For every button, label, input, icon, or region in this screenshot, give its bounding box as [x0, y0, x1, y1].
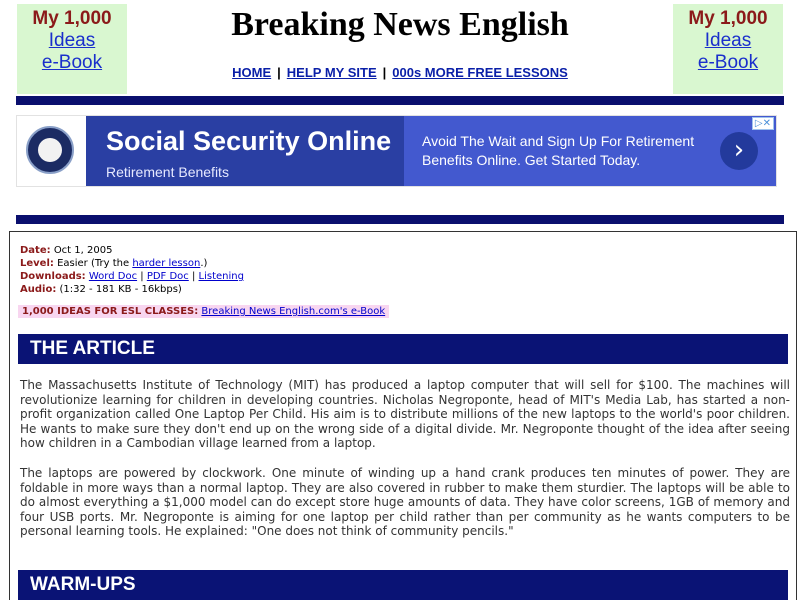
promo-right-line2[interactable]: Ideas — [704, 30, 752, 51]
ad-headline: Social Security Online — [106, 126, 392, 156]
nav-help-link[interactable]: HELP MY SITE — [286, 65, 377, 80]
promo-right-line1: My 1,000 — [688, 8, 768, 29]
top-nav — [0, 65, 800, 80]
article-heading: THE ARTICLE — [18, 334, 788, 364]
nav-home-link[interactable]: HOME — [232, 65, 272, 80]
lesson-content — [9, 231, 797, 600]
meta-audio: Audio: (1:32 - 181 KB - 16kbps) — [20, 284, 182, 295]
meta-level: Level: Easier (Try the harder lesson.) — [20, 258, 208, 269]
nav-more-lessons-link[interactable]: 000s MORE FREE LESSONS — [392, 65, 568, 80]
ad-body-text: Avoid The Wait and Sign Up For Retirement Benefits Online. Get Started Today. — [422, 133, 695, 168]
download-listening-link[interactable]: Listening — [198, 271, 244, 282]
ad-logo — [17, 116, 85, 186]
adchoices-icon[interactable]: ▷✕ — [752, 117, 774, 130]
ad-body-panel[interactable] — [404, 116, 776, 186]
download-word-link[interactable]: Word Doc — [88, 271, 138, 282]
promo-left-line2[interactable]: Ideas — [48, 30, 96, 51]
ad-banner[interactable] — [16, 115, 777, 187]
ebook-link[interactable]: Breaking News English.com's e-Book — [201, 306, 386, 317]
download-pdf-link[interactable]: PDF Doc — [146, 271, 189, 282]
esl-ebook-promo: 1,000 IDEAS FOR ESL CLASSES: Breaking News English.com's e-Book — [18, 305, 389, 318]
chevron-right-icon[interactable]: › — [720, 132, 758, 170]
warmups-heading: WARM-UPS — [18, 570, 788, 600]
promo-left-line1: My 1,000 — [32, 8, 112, 29]
social-security-seal-icon — [26, 126, 74, 174]
promo-right-line3[interactable]: e-Book — [697, 52, 759, 73]
ad-headline-panel[interactable] — [86, 116, 404, 186]
nav-separator: | — [277, 65, 281, 80]
ad-subline: Retirement Benefits — [106, 164, 229, 180]
site-title: Breaking News English — [231, 6, 569, 43]
promo-left-line3[interactable]: e-Book — [41, 52, 103, 73]
meta-date: Date: Oct 1, 2005 — [20, 245, 113, 256]
nav-separator: | — [382, 65, 387, 80]
article-paragraph-2: The laptops are powered by clockwork. One minute of winding up a hand crank produces ten minutes of power. They are foldable in more ways than a normal laptop. They are also covered in rubber to make them sturdier. The laptops will be able to do almost everything a $1,000 model can do except store huge amounts of data. They have color screens, 1GB of memory and four USB ports. Mr. Negroponte is aiming for one laptop per child rather than per community as he wants computers to be personal learning tools. He explained: "One does not think of community pencils." — [20, 466, 790, 538]
divider-bar-top — [16, 96, 784, 105]
lesson-meta — [20, 244, 244, 296]
harder-lesson-link[interactable]: harder lesson — [132, 258, 201, 269]
meta-downloads: Downloads: Word Doc | PDF Doc | Listening — [20, 271, 244, 282]
article-paragraph-1: The Massachusetts Institute of Technology (MIT) has produced a laptop computer that will sell for $100. The machines will revolutionize learning for children in developing countries. Nicholas Negroponte, head of MIT's Media Lab, has started a non-profit organization called One Laptop Per Child. His aim is to distribute millions of the new laptops to the world's poor children. He wants to make sure they don't end up on the wrong side of a digital divide. Mr. Negroponte thought of the idea after seeing how children in a Cambodian village learned from a laptop. — [20, 378, 790, 450]
divider-bar-bottom — [16, 215, 784, 224]
